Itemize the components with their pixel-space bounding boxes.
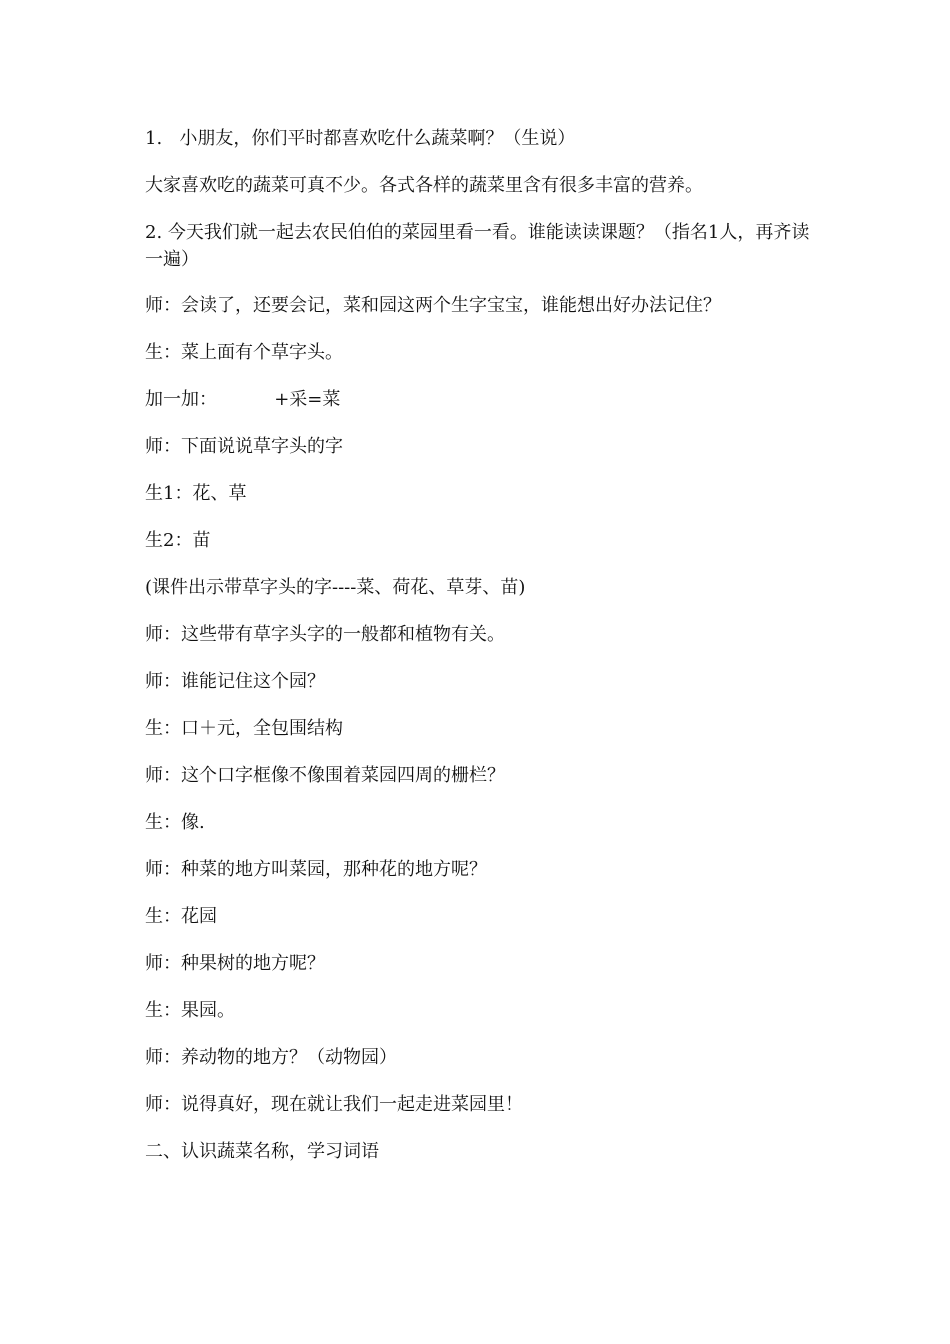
paragraph: 生：果园。 [145, 1000, 235, 1021]
paragraph: 师：这些带有草字头字的一般都和植物有关。 [145, 624, 505, 645]
paragraph: 师：养动物的地方？（动物园） [145, 1047, 397, 1068]
paragraph: 大家喜欢吃的蔬菜可真不少。各式各样的蔬菜里含有很多丰富的营养。 [145, 175, 703, 196]
paragraph: 生：口＋元，全包围结构 [145, 718, 343, 739]
paragraph: 师：种果树的地方呢？ [145, 953, 325, 974]
paragraph: 师：谁能记住这个园？ [145, 671, 325, 692]
paragraph: (课件出示带草字头的字----菜、荷花、草芽、苗) [145, 577, 526, 598]
paragraph: 加一加： +采=菜 [145, 389, 341, 410]
paragraph: 2. 今天我们就一起去农民伯伯的菜园里看一看。谁能读读课题？（指名1人，再齐读一遍） [145, 222, 810, 270]
paragraph: 生1：花、草 [145, 483, 247, 504]
section-heading: 二、认识蔬菜名称，学习词语 [145, 1141, 379, 1162]
paragraph: 生：花园 [145, 906, 217, 927]
paragraph: 生：像. [145, 812, 205, 833]
paragraph: 师：下面说说草字头的字 [145, 436, 343, 457]
paragraph: 师：说得真好，现在就让我们一起走进菜园里！ [145, 1094, 523, 1115]
paragraph: 师：种菜的地方叫菜园，那种花的地方呢？ [145, 859, 487, 880]
paragraph: 师：会读了，还要会记，菜和园这两个生字宝宝，谁能想出好办法记住？ [145, 295, 721, 316]
paragraph: 生：菜上面有个草字头。 [145, 342, 343, 363]
paragraph: 1. 小朋友，你们平时都喜欢吃什么蔬菜啊？（生说） [145, 128, 576, 149]
paragraph: 师：这个口字框像不像围着菜园四周的栅栏？ [145, 765, 505, 786]
paragraph: 生2：苗 [145, 530, 211, 551]
